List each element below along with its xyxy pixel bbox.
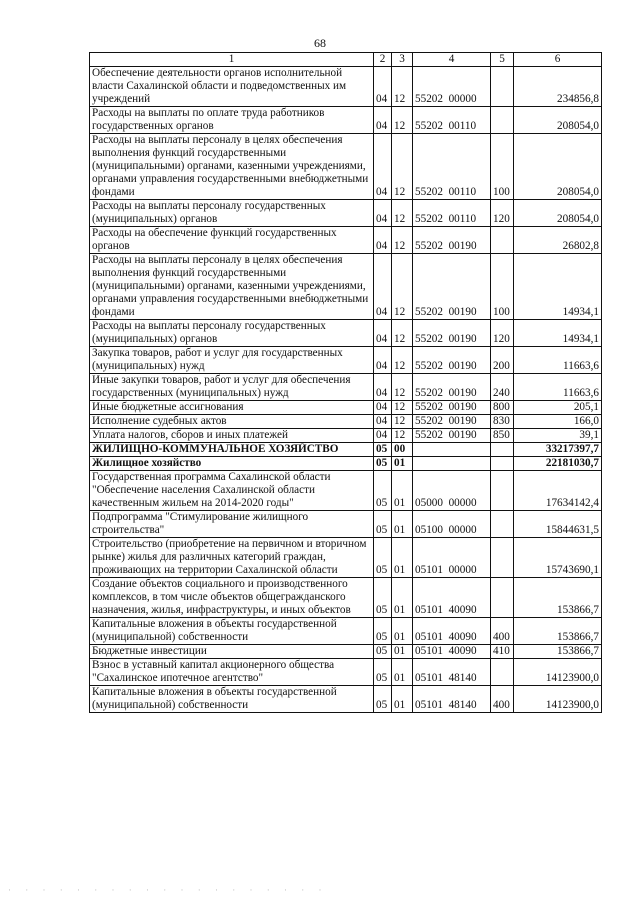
row-amount: 208054,0	[514, 200, 602, 227]
row-expense-type: 200	[491, 347, 514, 374]
row-amount: 14934,1	[514, 320, 602, 347]
row-section: 05	[374, 471, 392, 511]
row-subsection: 12	[392, 415, 413, 429]
row-subsection: 01	[392, 618, 413, 645]
row-expense-type	[491, 511, 514, 538]
row-subsection: 12	[392, 67, 413, 107]
row-name: Подпрограмма "Стимулирование жилищного строительства"	[90, 511, 374, 538]
row-expense-type	[491, 107, 514, 134]
row-section: 04	[374, 320, 392, 347]
row-target-article: 55202 00190	[413, 320, 491, 347]
row-subsection: 01	[392, 645, 413, 659]
row-subsection: 12	[392, 320, 413, 347]
row-target-article: 55202 00110	[413, 107, 491, 134]
row-name: Строительство (приобретение на первичном и вторичном рынке) жилья для различных категорий граждан, проживающих на территории Сахалинской области	[90, 538, 374, 578]
row-expense-type: 100	[491, 254, 514, 320]
table-row	[90, 347, 602, 374]
row-amount: 208054,0	[514, 134, 602, 200]
header-col-3: 3	[392, 53, 413, 67]
row-expense-type: 240	[491, 374, 514, 401]
row-section: 05	[374, 645, 392, 659]
row-amount: 153866,7	[514, 618, 602, 645]
table-row	[90, 443, 602, 457]
table-row	[90, 511, 602, 538]
row-expense-type: 850	[491, 429, 514, 443]
row-target-article: 55202 00190	[413, 415, 491, 429]
row-amount: 15844631,5	[514, 511, 602, 538]
table-row	[90, 320, 602, 347]
row-target-article: 05000 00000	[413, 471, 491, 511]
table-row	[90, 645, 602, 659]
row-subsection: 12	[392, 347, 413, 374]
row-section: 04	[374, 67, 392, 107]
row-subsection: 12	[392, 134, 413, 200]
row-target-article: 05101 40090	[413, 578, 491, 618]
row-name: Обеспечение деятельности органов исполнительной власти Сахалинской области и подведомственных им учреждений	[90, 67, 374, 107]
row-expense-type: 400	[491, 686, 514, 713]
row-subsection: 00	[392, 443, 413, 457]
row-section: 04	[374, 227, 392, 254]
row-section: 04	[374, 200, 392, 227]
row-subsection: 01	[392, 659, 413, 686]
row-section: 05	[374, 443, 392, 457]
row-expense-type	[491, 67, 514, 107]
row-amount: 11663,6	[514, 347, 602, 374]
row-name: Государственная программа Сахалинской области "Обеспечение населения Сахалинской области качественным жильем на 2014-2020 годы"	[90, 471, 374, 511]
table-row	[90, 618, 602, 645]
table-header-row	[90, 53, 602, 67]
row-name: Расходы на выплаты персоналу в целях обеспечения выполнения функций государственными (муниципальными) органами, казенными учреждениями, органами управления государственными внебюджетными фондами	[90, 254, 374, 320]
row-target-article: 05101 40090	[413, 645, 491, 659]
table-row	[90, 67, 602, 107]
row-subsection: 12	[392, 107, 413, 134]
row-target-article	[413, 443, 491, 457]
table-row	[90, 401, 602, 415]
row-name: Расходы на обеспечение функций государственных органов	[90, 227, 374, 254]
row-subsection: 01	[392, 578, 413, 618]
row-expense-type: 120	[491, 320, 514, 347]
row-amount: 153866,7	[514, 645, 602, 659]
row-subsection: 12	[392, 401, 413, 415]
table-row	[90, 578, 602, 618]
row-target-article: 55202 00190	[413, 347, 491, 374]
row-subsection: 01	[392, 511, 413, 538]
row-expense-type: 800	[491, 401, 514, 415]
row-expense-type	[491, 578, 514, 618]
row-target-article: 05101 48140	[413, 659, 491, 686]
row-expense-type	[491, 457, 514, 471]
row-name: Иные закупки товаров, работ и услуг для обеспечения государственных (муниципальных) нужд	[90, 374, 374, 401]
row-target-article: 55202 00190	[413, 374, 491, 401]
row-subsection: 01	[392, 686, 413, 713]
row-name: ЖИЛИЩНО-КОММУНАЛЬНОЕ ХОЗЯЙСТВО	[90, 443, 374, 457]
row-target-article: 55202 00110	[413, 134, 491, 200]
row-subsection: 12	[392, 254, 413, 320]
row-section: 05	[374, 686, 392, 713]
row-section: 04	[374, 134, 392, 200]
row-section: 04	[374, 347, 392, 374]
row-amount: 11663,6	[514, 374, 602, 401]
row-section: 05	[374, 538, 392, 578]
row-target-article	[413, 457, 491, 471]
row-section: 04	[374, 429, 392, 443]
row-target-article: 55202 00190	[413, 401, 491, 415]
row-section: 04	[374, 374, 392, 401]
row-amount: 26802,8	[514, 227, 602, 254]
row-name: Иные бюджетные ассигнования	[90, 401, 374, 415]
row-target-article: 55202 00190	[413, 429, 491, 443]
table-row	[90, 538, 602, 578]
row-subsection: 12	[392, 200, 413, 227]
scan-artifact: · · · · · · · · · · · · · · · · · · ·	[8, 885, 328, 895]
page-number: 68	[314, 36, 326, 50]
row-target-article: 55202 00110	[413, 200, 491, 227]
row-amount: 22181030,7	[514, 457, 602, 471]
header-col-4: 4	[413, 53, 491, 67]
row-target-article: 05100 00000	[413, 511, 491, 538]
row-name: Исполнение судебных актов	[90, 415, 374, 429]
row-amount: 166,0	[514, 415, 602, 429]
row-amount: 14123900,0	[514, 686, 602, 713]
row-subsection: 01	[392, 538, 413, 578]
row-section: 04	[374, 107, 392, 134]
row-subsection: 01	[392, 471, 413, 511]
row-subsection: 01	[392, 457, 413, 471]
row-amount: 234856,8	[514, 67, 602, 107]
row-name: Расходы на выплаты персоналу государственных (муниципальных) органов	[90, 200, 374, 227]
table-row	[90, 429, 602, 443]
row-name: Капитальные вложения в объекты государственной (муниципальной) собственности	[90, 686, 374, 713]
row-expense-type	[491, 471, 514, 511]
row-name: Расходы на выплаты персоналу государственных (муниципальных) органов	[90, 320, 374, 347]
row-amount: 17634142,4	[514, 471, 602, 511]
header-col-6: 6	[514, 53, 602, 67]
row-expense-type	[491, 659, 514, 686]
row-name: Взнос в уставный капитал акционерного общества "Сахалинское ипотечное агентство"	[90, 659, 374, 686]
row-expense-type: 400	[491, 618, 514, 645]
table-row	[90, 686, 602, 713]
row-target-article: 05101 00000	[413, 538, 491, 578]
table-row	[90, 107, 602, 134]
row-amount: 33217397,7	[514, 443, 602, 457]
row-subsection: 12	[392, 429, 413, 443]
table-row	[90, 254, 602, 320]
table-row	[90, 134, 602, 200]
row-amount: 14123900,0	[514, 659, 602, 686]
row-section: 05	[374, 457, 392, 471]
row-expense-type: 120	[491, 200, 514, 227]
header-col-2: 2	[374, 53, 392, 67]
row-subsection: 12	[392, 374, 413, 401]
budget-table	[89, 52, 602, 713]
row-target-article: 05101 48140	[413, 686, 491, 713]
row-amount: 153866,7	[514, 578, 602, 618]
table-row	[90, 415, 602, 429]
row-section: 05	[374, 578, 392, 618]
table-row	[90, 227, 602, 254]
row-name: Бюджетные инвестиции	[90, 645, 374, 659]
header-col-1: 1	[90, 53, 374, 67]
row-expense-type	[491, 538, 514, 578]
row-name: Закупка товаров, работ и услуг для государственных (муниципальных) нужд	[90, 347, 374, 374]
row-expense-type	[491, 443, 514, 457]
header-col-5: 5	[491, 53, 514, 67]
row-expense-type	[491, 227, 514, 254]
row-name: Расходы на выплаты по оплате труда работников государственных органов	[90, 107, 374, 134]
row-section: 05	[374, 659, 392, 686]
table-row	[90, 457, 602, 471]
row-target-article: 05101 40090	[413, 618, 491, 645]
row-name: Расходы на выплаты персоналу в целях обеспечения выполнения функций государственными (муниципальными) органами, казенными учреждениями, органами управления государственными внебюджетными фондами	[90, 134, 374, 200]
row-section: 04	[374, 415, 392, 429]
row-amount: 15743690,1	[514, 538, 602, 578]
row-target-article: 55202 00000	[413, 67, 491, 107]
row-section: 04	[374, 401, 392, 415]
row-amount: 14934,1	[514, 254, 602, 320]
row-amount: 39,1	[514, 429, 602, 443]
row-subsection: 12	[392, 227, 413, 254]
row-name: Уплата налогов, сборов и иных платежей	[90, 429, 374, 443]
row-name: Жилищное хозяйство	[90, 457, 374, 471]
row-expense-type: 100	[491, 134, 514, 200]
row-expense-type: 410	[491, 645, 514, 659]
row-target-article: 55202 00190	[413, 227, 491, 254]
row-section: 05	[374, 618, 392, 645]
row-name: Создание объектов социального и производственного комплексов, в том числе объектов общегражданского назначения, жилья, инфраструктуры, и иных объектов	[90, 578, 374, 618]
row-expense-type: 830	[491, 415, 514, 429]
table-row	[90, 659, 602, 686]
row-target-article: 55202 00190	[413, 254, 491, 320]
table-row	[90, 471, 602, 511]
row-amount: 208054,0	[514, 107, 602, 134]
table-row	[90, 200, 602, 227]
row-name: Капитальные вложения в объекты государственной (муниципальной) собственности	[90, 618, 374, 645]
table-row	[90, 374, 602, 401]
row-section: 05	[374, 511, 392, 538]
row-section: 04	[374, 254, 392, 320]
row-amount: 205,1	[514, 401, 602, 415]
